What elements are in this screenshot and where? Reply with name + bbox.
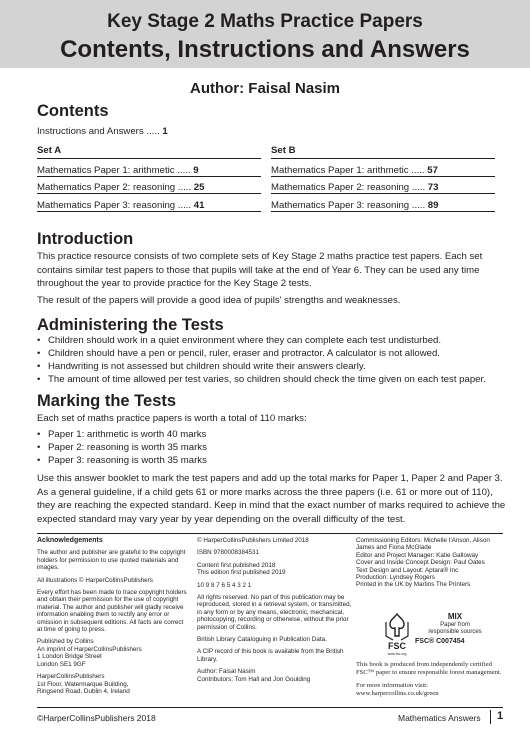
- header-subtitle: Key Stage 2 Maths Practice Papers: [107, 11, 423, 32]
- introduction-heading: Introduction: [37, 230, 134, 248]
- fsc-paper: Paper from: [440, 622, 470, 628]
- divider: [37, 158, 261, 159]
- acknowledgements-text: The author and publisher are grateful to the copyright holders for permission to use quoted materials and images.: [37, 549, 186, 572]
- footer-title: Mathematics Answers: [398, 713, 481, 723]
- fsc-note-block: [356, 661, 506, 698]
- contents-instructions-dots: .....: [146, 126, 160, 137]
- divider: [37, 176, 261, 177]
- cip-line: British Library Cataloguing in Publication Data.: [197, 636, 327, 644]
- set-b-item-dots: .....: [411, 165, 425, 176]
- acknowledgements-column: [37, 537, 189, 695]
- list-item: • Paper 2: reasoning is worth 35 marks: [37, 441, 207, 454]
- set-b-item-label: Mathematics Paper 3: reasoning: [271, 200, 410, 211]
- set-b-item-page: 73: [427, 182, 439, 193]
- divider: [271, 211, 495, 212]
- publisher-line: London SE1 9GF: [37, 660, 86, 668]
- acknowledgements-text: Every effort has been made to trace copyright holders and obtain their permission for the use of copyright material. The author and publisher will gladly receive information enabling them to rectify any error or omission in subsequent editions. All facts are correct at time of going to press.: [37, 589, 187, 634]
- footer-copyright: ©HarperCollinsPublishers 2018: [37, 713, 156, 723]
- set-b-item-page: 89: [427, 200, 439, 211]
- list-item: • Handwriting is not assessed but children should write their answers clearly.: [37, 360, 486, 373]
- set-a-item-label: Mathematics Paper 3: reasoning: [37, 200, 176, 211]
- list-item: • Paper 3: reasoning is worth 35 marks: [37, 454, 207, 467]
- list-item: • Paper 1: arithmetic is worth 40 marks: [37, 428, 207, 441]
- list-item: • The amount of time allowed per test varies, so children should check the time given on each test paper.: [37, 373, 486, 386]
- fsc-note: This book is produced from independently certified FSC™ paper to ensure responsible forest management.: [356, 661, 502, 676]
- administering-heading: Administering the Tests: [37, 316, 224, 334]
- fsc-tree-logo-icon: [383, 612, 411, 657]
- credit-line: Commissioning Editors: Michelle I'Anson, Alison James and Fiona McGlade: [356, 537, 490, 552]
- list-item: • Children should work in a quiet environment where they can complete each test undisturbed.: [37, 334, 486, 347]
- fsc-url: www.fsc.org: [387, 652, 407, 656]
- marking-intro: Each set of maths practice papers is worth a total of 110 marks:: [37, 413, 307, 424]
- set-a-item-page: 41: [193, 200, 205, 211]
- marking-paragraph: Use this answer booklet to mark the test papers and add up the total marks for Paper 1, Paper 2 and Paper 3. As a general guideline, if a child gets 61 or more marks across the three papers (i.e. 61 or more out of 110), they are reaching the expected standard. Keep in mind that the exact number of marks required to achieve the expected standard may vary year by year depending on the overall difficulty of the test.: [37, 473, 506, 525]
- author-line: Author: Faisal Nasim: [189, 80, 341, 97]
- isbn-line: ISBN 9780008384531: [197, 549, 259, 557]
- divider: [271, 176, 495, 177]
- set-b-item-label: Mathematics Paper 2: reasoning: [271, 182, 410, 193]
- publisher-line: An imprint of HarperCollinsPublishers: [37, 645, 142, 653]
- marking-list: [37, 428, 207, 467]
- publisher-line: 1st Floor, Watermarque Building,: [37, 680, 129, 688]
- divider: [271, 193, 495, 194]
- page-number: 1: [497, 710, 504, 722]
- acknowledgements-heading: Acknowledgements: [37, 537, 103, 544]
- set-b-item-dots: .....: [411, 182, 426, 193]
- contributors-credit: Contributors: Tom Hall and Jon Goulding: [197, 675, 311, 683]
- contents-instructions: [37, 125, 168, 138]
- footer-divider: [37, 707, 503, 708]
- author-credit: Author: Faisal Nasim: [197, 668, 256, 676]
- copyright-line: © HarperCollinsPublishers Limited 2018: [197, 537, 309, 544]
- credit-line: Editor and Project Manager: Katie Galloway: [356, 551, 479, 559]
- set-a-item-page: 25: [193, 182, 205, 193]
- credit-line: Text Design and Layout: Aptara® Inc: [356, 566, 459, 574]
- set-b-item-page: 57: [427, 165, 438, 176]
- divider: [37, 193, 261, 194]
- set-b-item-label: Mathematics Paper 1: arithmetic: [271, 165, 409, 176]
- set-b-item-dots: .....: [411, 200, 426, 211]
- credit-line: Printed in the UK by Martins The Printers: [356, 581, 471, 589]
- set-a-item-page: 9: [193, 165, 199, 176]
- fsc-mix: MIX: [447, 612, 463, 621]
- rights-text: All rights reserved. No part of this publication may be reproduced, stored in a retrieval system, or transmitted, in any form or by any means, electronic, mechanical, photocopying, recording or otherwise, without the prior permission of Collins.: [197, 594, 352, 631]
- divider: [37, 211, 261, 212]
- marking-heading: Marking the Tests: [37, 392, 177, 410]
- website-link[interactable]: www.harpercollins.co.uk/green: [356, 690, 439, 697]
- footer-separator: [490, 710, 491, 724]
- more-info: For more information visit:: [356, 682, 428, 689]
- contents-heading: Contents: [37, 102, 109, 120]
- set-a-heading: Set A: [37, 145, 62, 156]
- set-a-item-dots: .....: [177, 200, 192, 211]
- set-a-item-label: Mathematics Paper 1: arithmetic: [37, 165, 175, 176]
- publisher-line: Ringsend Road, Dublin 4, Ireland: [37, 687, 130, 695]
- set-a-item-label: Mathematics Paper 2: reasoning: [37, 182, 176, 193]
- acknowledgements-text: All illustrations © HarperCollinsPublishers: [37, 576, 153, 584]
- credits-column: [356, 537, 506, 589]
- introduction-paragraph: This practice resource consists of two complete sets of Key Stage 2 maths practice test papers. Each set contains similar test papers to those that pupils will take at the end of Year 6. They can be used any time throughout the year to provide practice for the Key Stage 2 tests.: [37, 251, 483, 290]
- credit-line: Cover and Inside Concept Design: Paul Oates: [356, 559, 485, 567]
- publisher-line: Published by Collins: [37, 638, 94, 646]
- credit-line: Production: Lyndsey Rogers: [356, 574, 435, 582]
- copyright-column: [197, 537, 355, 683]
- cip-line: A CIP record of this book is available from the British Library.: [197, 648, 344, 663]
- publication-line: This edition first published 2019: [197, 569, 286, 577]
- fsc-logo-text: FSC: [388, 641, 406, 651]
- header-title: Contents, Instructions and Answers: [60, 36, 470, 63]
- publication-line: Content first published 2018: [197, 561, 276, 569]
- printing-line: 10 9 8 7 6 5 4 3 2 1: [197, 581, 252, 589]
- publisher-line: 1 London Bridge Street: [37, 653, 102, 661]
- publisher-line: HarperCollinsPublishers: [37, 673, 105, 681]
- colophon-divider: [37, 533, 503, 534]
- fsc-mix-label: [415, 612, 495, 645]
- contents-instructions-page: 1: [162, 126, 168, 137]
- list-item: • Children should have a pen or pencil, ruler, eraser and protractor. A calculator is not allowed.: [37, 347, 486, 360]
- page-header: [0, 0, 530, 68]
- set-a-item-dots: .....: [177, 165, 191, 176]
- administering-list: [37, 334, 486, 386]
- set-b-heading: Set B: [271, 145, 296, 156]
- introduction-paragraph: The result of the papers will provide a good idea of pupils' strengths and weaknesses.: [37, 295, 401, 306]
- divider: [271, 158, 495, 159]
- contents-instructions-label: Instructions and Answers: [37, 126, 144, 137]
- fsc-code: FSC® C007454: [415, 638, 465, 645]
- set-a-item-dots: .....: [177, 182, 192, 193]
- fsc-source: responsible sources: [428, 629, 482, 635]
